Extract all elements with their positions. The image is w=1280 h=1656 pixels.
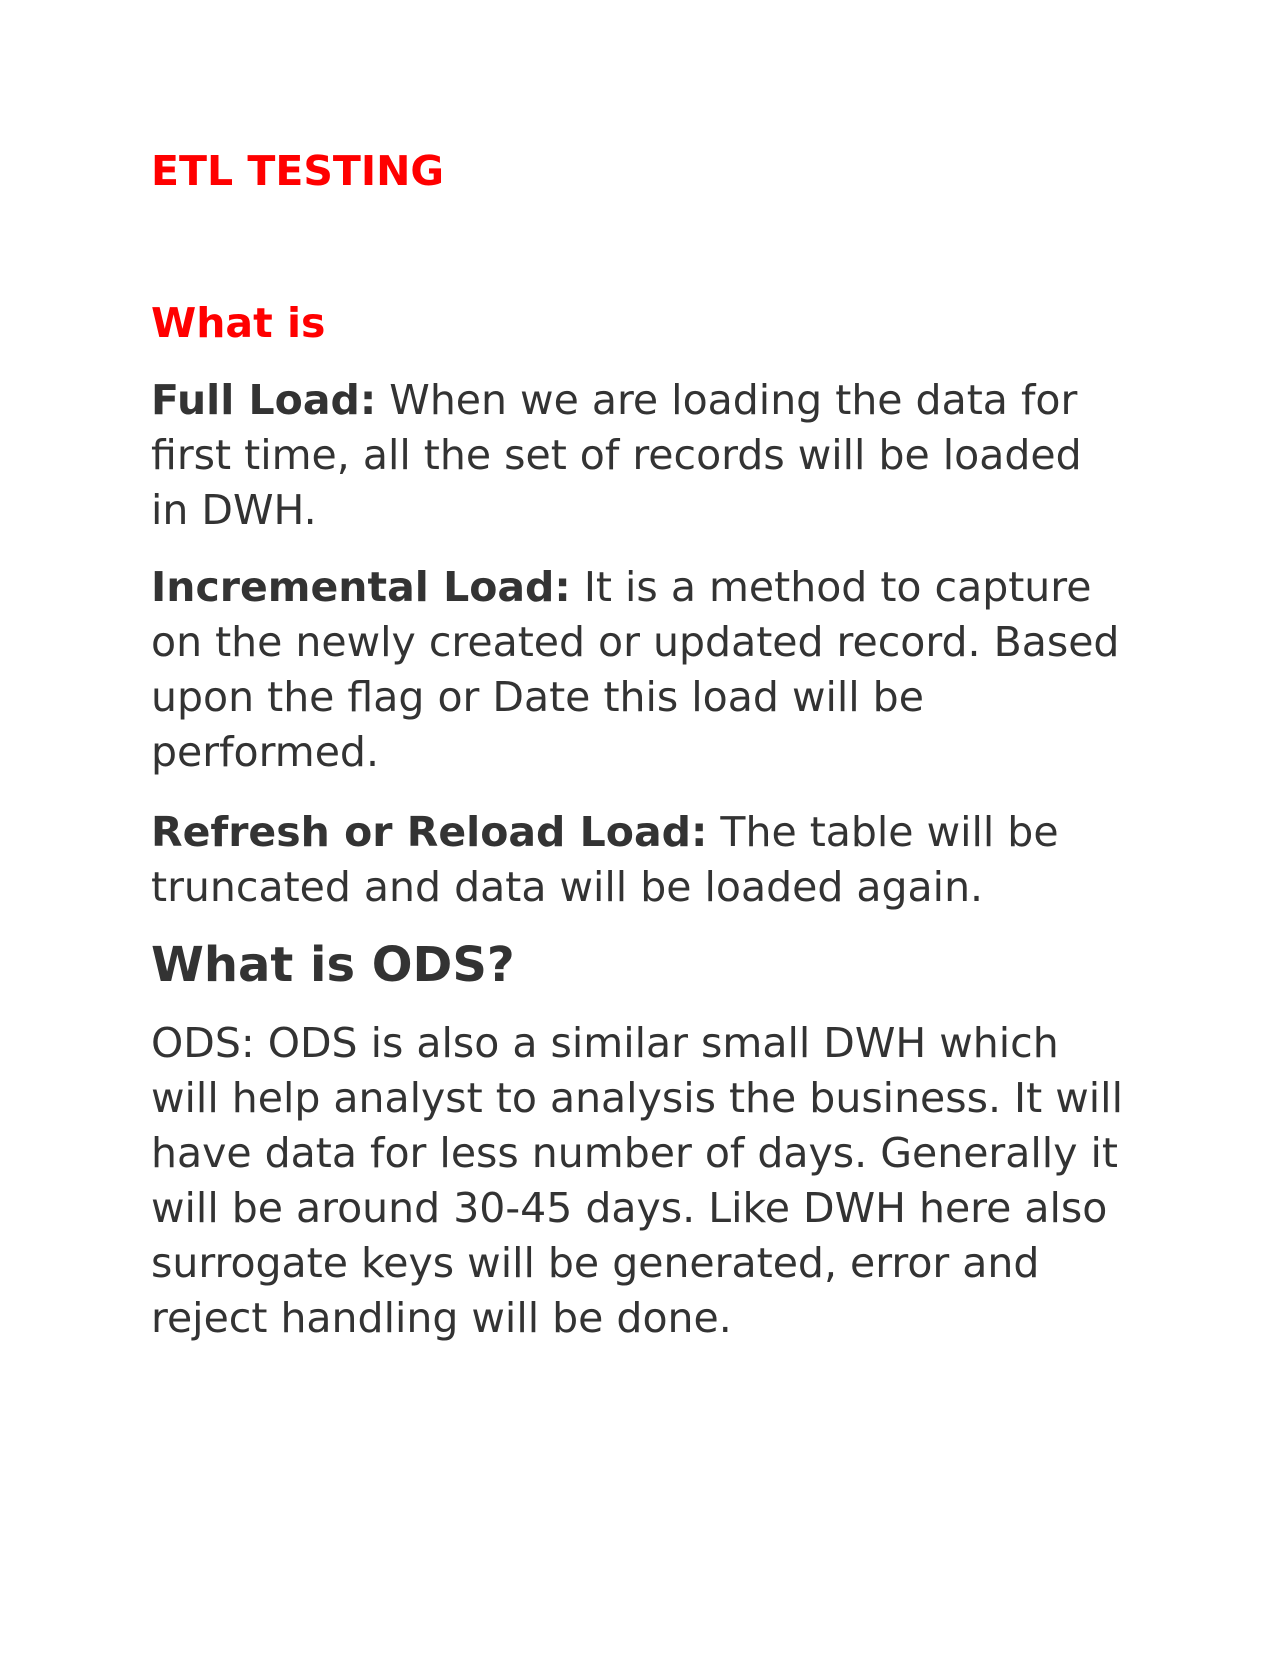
document-title: ETL TESTING xyxy=(151,147,445,195)
ods-paragraph: ODS: ODS is also a similar small DWH which will help analyst to analysis the business. It will have data for less number of days. Generally it will be around 30-45 days. Like DWH here also surrogate keys will be generated, error and reject handling will be done. xyxy=(151,1019,1123,1342)
definition-refresh-reload-load xyxy=(151,805,1131,915)
definition-text: The table will be truncated and data will be loaded again. xyxy=(151,808,1059,911)
definition-term: Refresh or Reload Load: xyxy=(151,808,708,856)
definition-term: Incremental Load: xyxy=(151,563,571,611)
ods-heading: What is ODS? xyxy=(151,937,515,993)
section-heading-what-is: What is xyxy=(151,299,326,347)
definition-text: When we are loading the data for first time, all the set of records will be loaded in DWH. xyxy=(151,376,1082,534)
definition-text: It is a method to capture on the newly created or updated record. Based upon the flag or Date this load will be performed. xyxy=(151,563,1120,776)
definition-term: Full Load: xyxy=(151,376,377,424)
definition-incremental-load xyxy=(151,560,1131,780)
definition-full-load xyxy=(151,373,1131,538)
